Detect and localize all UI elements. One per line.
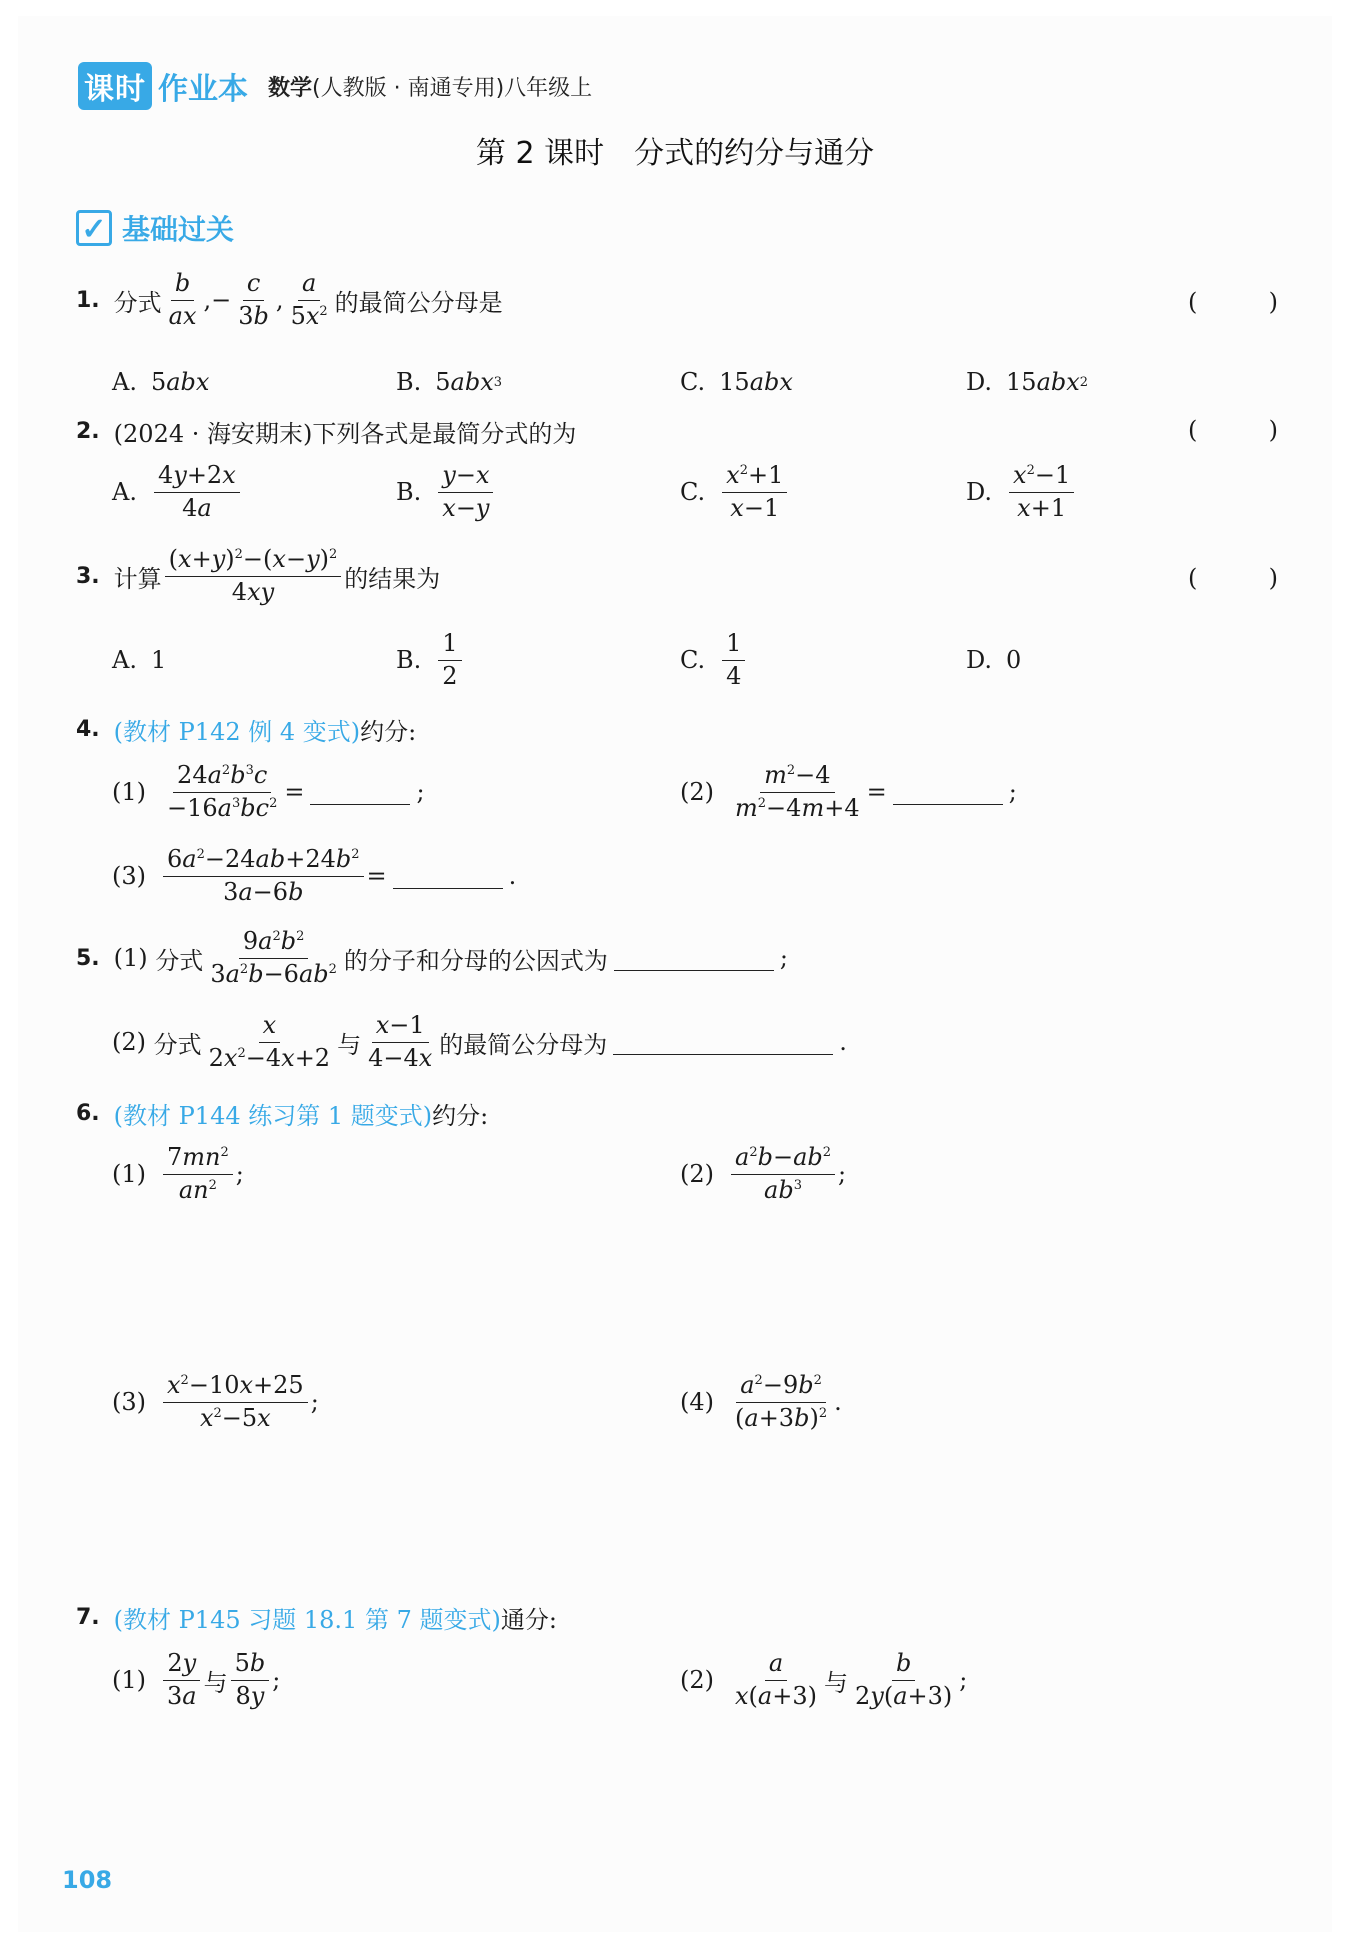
answer-bracket: ( ) — [1188, 288, 1278, 316]
question-2 — [76, 414, 576, 449]
edition-label: (人教版 · 南通专用)八年级上 — [312, 75, 593, 101]
question-6 — [76, 1096, 488, 1131]
fraction: $\frac{(x+y)^2-(x-y)^2}{4xy}$ — [165, 546, 342, 606]
brand-logo-text: 作业本 — [158, 72, 248, 107]
book-subtitle — [268, 71, 592, 102]
option-d: D. 15 abx 2 — [966, 368, 1089, 396]
question-number: 3. — [76, 563, 100, 589]
page-number: 108 — [62, 1866, 113, 1894]
fraction: $\frac{9a^2b^2}{3a^2b-6ab^2}$ — [210, 927, 337, 988]
answer-blank[interactable] — [613, 1053, 833, 1055]
question-number: 2. — [76, 419, 100, 444]
section-header — [76, 208, 234, 248]
question-stem: 分式 — [113, 288, 162, 317]
question-stem: 通分: — [500, 1606, 557, 1634]
brand-logo-box: 课时 — [78, 62, 152, 110]
subquestion-4-1: (1) $\frac{24a^2b^3c}{-16a^3bc^2}$ = ; — [112, 761, 425, 822]
subquestion-6-4: (4) $\frac{a^2-9b^2}{(a+3b)^2}$ . — [680, 1371, 842, 1432]
section-label: 基础过关 — [122, 213, 235, 246]
answer-blank[interactable] — [393, 887, 503, 889]
answer-blank[interactable] — [614, 969, 774, 971]
subquestion-6-3: (3) $\frac{x^2-10x+25}{x^2-5x}$ ; — [112, 1371, 319, 1432]
lesson-title: 第 2 课时 分式的约分与通分 — [475, 136, 875, 171]
question-stem: 的最简公分母是 — [334, 288, 503, 317]
question-1: 1. 分式 $\frac{b}{ax}$ ,− $\frac{c}{3b}$ , $\frac{a}{5x^2}$ 的最简公分母是 — [76, 269, 503, 330]
fraction: $\frac{x}{2x^2-4x+2}$ — [208, 1011, 331, 1072]
fraction: $\frac{b}{ax}$ — [168, 269, 197, 330]
option-d: D. 0 — [966, 646, 1022, 674]
question-stem: 约分: — [432, 1102, 489, 1130]
source-reference: (教材 P145 习题 18.1 第 7 题变式) — [113, 1606, 501, 1634]
subquestion-6-2: (2) $\frac{a^2b-ab^2}{ab^3}$ ; — [680, 1143, 847, 1204]
subject-label: 数学 — [268, 75, 313, 101]
option-b: B. $\frac{1}{2}$ — [396, 630, 465, 690]
question-5: 5. (1) 分式 $\frac{9a^2b^2}{3a^2b-6ab^2}$ 的分子和分母的公因式为 ; — [76, 927, 788, 988]
answer-blank[interactable] — [893, 803, 1003, 805]
subquestion-6-1: (1) $\frac{7mn^2}{an^2}$ ; — [112, 1143, 244, 1204]
question-3 — [76, 546, 440, 606]
question-number: 7. — [76, 1605, 100, 1630]
question-number: 1. — [76, 287, 100, 313]
option-b: B. 5 abx 3 — [396, 368, 503, 396]
option-b: B. $\frac{y-x}{x-y}$ — [396, 462, 496, 522]
answer-bracket: ( ) — [1188, 416, 1278, 444]
question-4 — [76, 712, 416, 747]
fraction: $\frac{c}{3b}$ — [238, 269, 269, 330]
question-stem: 的结果为 — [344, 564, 441, 593]
source-reference: (教材 P142 例 4 变式) — [113, 718, 361, 746]
question-stem: 约分: — [360, 718, 417, 746]
option-a: A. $\frac{4y+2x}{4a}$ — [112, 462, 243, 522]
question-stem: 计算 — [113, 564, 162, 593]
option-a: A. 1 — [112, 646, 167, 674]
subquestion-4-2: (2) $\frac{m^2-4}{m^2-4m+4}$ = ; — [680, 761, 1017, 822]
source-reference: (教材 P144 练习第 1 题变式) — [113, 1102, 433, 1130]
fraction: $\frac{x-1}{4-4x}$ — [368, 1011, 433, 1072]
subquestion-7-2: (2) $\frac{a}{x(a+3)}$ 与 $\frac{b}{2y(a+3)}$ ; — [680, 1649, 968, 1710]
answer-blank[interactable] — [310, 803, 410, 805]
question-number: 6. — [76, 1101, 100, 1126]
option-c: C. 15 abx — [680, 368, 793, 396]
checkbox-icon: ✓ — [76, 210, 112, 246]
option-c: C. $\frac{x^2+1}{x-1}$ — [680, 462, 790, 522]
option-c: C. $\frac{1}{4}$ — [680, 630, 748, 690]
header-brand — [78, 62, 592, 110]
option-a: A. 5 abx — [112, 368, 210, 396]
question-stem: (2024 · 海安期末)下列各式是最简分式的为 — [113, 420, 577, 448]
answer-bracket: ( ) — [1188, 564, 1278, 592]
subquestion-4-3: (3) $\frac{6a^2-24ab+24b^2}{3a-6b}$ = . — [112, 845, 517, 906]
option-d: D. $\frac{x^2-1}{x+1}$ — [966, 462, 1077, 522]
fraction: $\frac{a}{5x^2}$ — [290, 269, 328, 330]
question-number: 5. — [76, 945, 100, 971]
question-5-part-2: (2) 分式 $\frac{x}{2x^2-4x+2}$ 与 $\frac{x-1}{4-4x}$ 的最简公分母为 . — [112, 1011, 847, 1072]
subquestion-7-1: (1) $\frac{2y}{3a}$ 与 $\frac{5b}{8y}$ ; — [112, 1649, 281, 1710]
question-7 — [76, 1600, 557, 1635]
question-number: 4. — [76, 717, 100, 742]
